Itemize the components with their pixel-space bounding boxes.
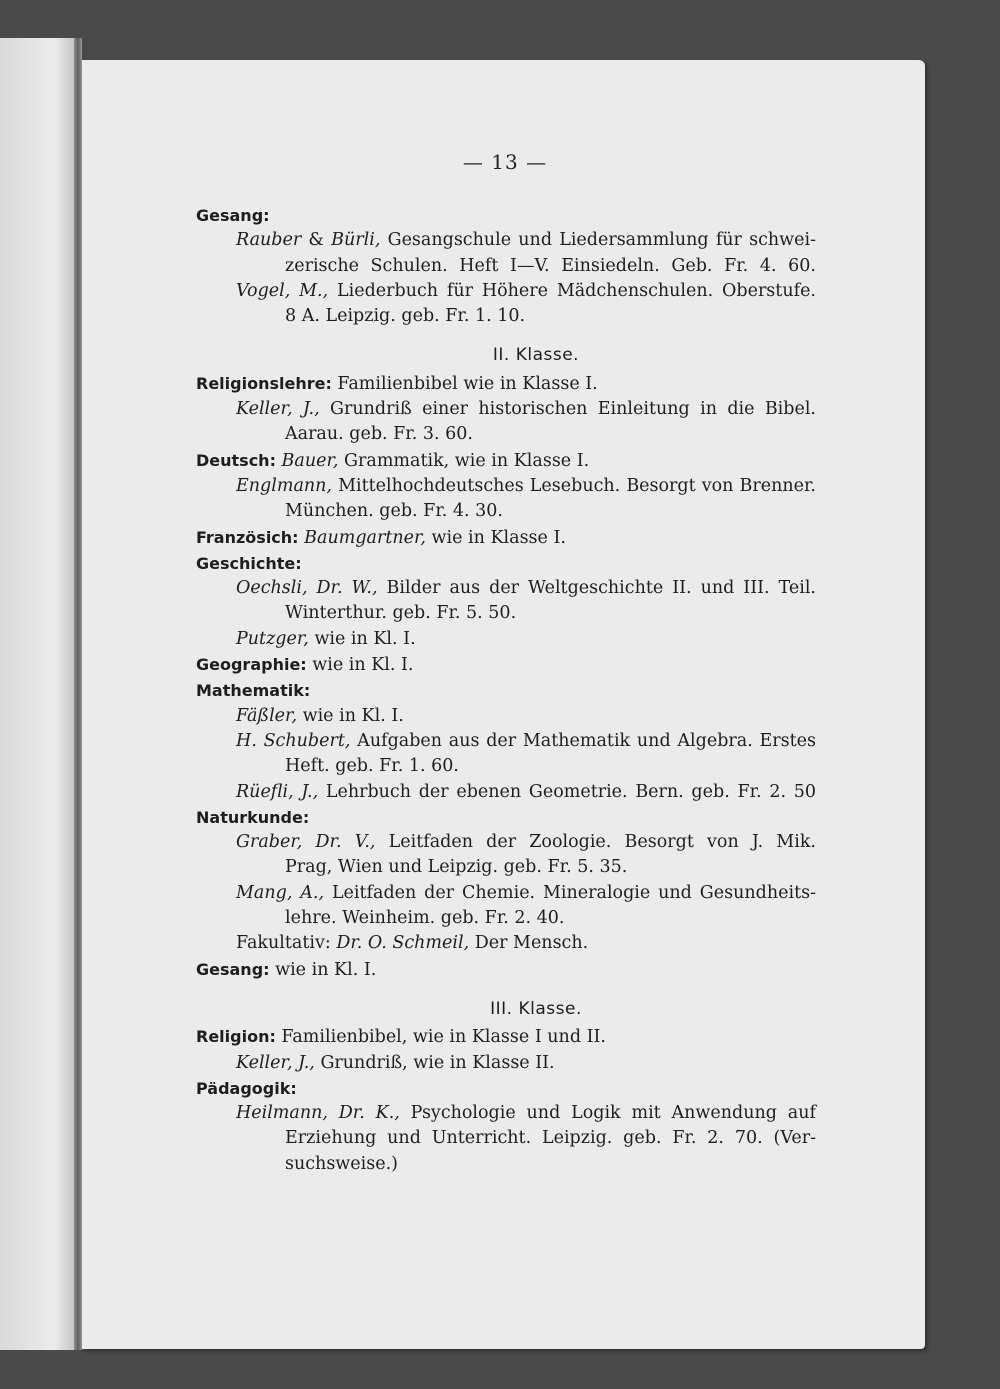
section-heading-mathematik: Mathematik:: [196, 681, 311, 701]
author-name: Vogel, M.,: [236, 280, 329, 301]
entry-fakultativ: [196, 931, 816, 956]
entry-oechsli-line1: [196, 576, 816, 601]
author-name: Oechsli, Dr. W.,: [236, 578, 378, 599]
author-name: Fäßler,: [236, 705, 298, 726]
entry-geographie: [196, 652, 816, 678]
entry-text: Mittelhochdeutsches Lesebuch. Besorgt von Brenner.: [331, 475, 816, 496]
entry-keller-line1: [196, 397, 816, 422]
entry-text: Grammatik, wie in Klasse I.: [338, 450, 590, 471]
entry-schubert-line1: [196, 729, 816, 754]
section-heading: Religion:: [196, 1027, 276, 1047]
entry-rueefli: [196, 780, 816, 805]
section-heading-gesang: Gesang:: [196, 206, 270, 225]
entry-vogel-line2: 8 A. Leipzig. geb. Fr. 1. 10.: [285, 306, 526, 327]
entry-text: Grundriß, wie in Klasse II.: [314, 1052, 555, 1073]
author-name: Rüefli, J.,: [236, 781, 319, 802]
section-heading: Geographie:: [196, 655, 307, 675]
entry-text: wie in Kl. I.: [306, 655, 414, 676]
author-name: Mang, A.,: [236, 882, 325, 903]
entry-englmann-line1: [196, 474, 816, 499]
entry-text: Grundriß einer historischen Einleitung in die Bibel.: [319, 399, 816, 420]
entry-text: Familienbibel wie in Klasse I.: [331, 373, 598, 394]
entry-text: Familienbibel, wie in Klasse I und II.: [275, 1027, 606, 1048]
section-heading-paedagogik: Pädagogik:: [196, 1078, 297, 1098]
section-heading: Französich:: [196, 527, 299, 547]
entry-keller-3: [196, 1051, 816, 1076]
entry-heilmann-line2: Erziehung und Unterricht. Leipzig. geb. Fr. 2. 70. (Ver-: [285, 1128, 816, 1149]
entry-text: Leitfaden der Zoologie. Besorgt von J. Mik.: [375, 832, 816, 853]
entry-graber-line1: [196, 830, 816, 855]
entry-text: wie in Kl. I.: [269, 959, 377, 980]
section-heading-naturkunde: Naturkunde:: [196, 807, 310, 827]
entry-text: wie in Klasse I.: [425, 527, 566, 548]
entry-franzoesich: [196, 525, 816, 551]
entry-heilmann-line1: [196, 1101, 816, 1126]
entry-keller-line2: Aarau. geb. Fr. 3. 60.: [285, 424, 473, 445]
entry-text: Gesangschule und Liedersammlung für schwei-: [380, 230, 817, 251]
author-name: Graber, Dr. V.,: [236, 832, 376, 853]
book-gutter: [74, 38, 82, 1350]
entry-heilmann-line3: suchsweise.): [285, 1153, 398, 1174]
entry-vogel-line1: [196, 279, 816, 304]
entry-oechsli-line2: Winterthur. geb. Fr. 5. 50.: [285, 603, 517, 624]
entry-putzger: [196, 627, 816, 652]
author-name: Bauer,: [281, 450, 339, 471]
facing-page-edge: [0, 38, 78, 1350]
entry-text: wie in Kl. I.: [297, 705, 404, 726]
section-heading-geschichte: Geschichte:: [196, 553, 302, 573]
entry-mang-line1: [196, 881, 816, 906]
entry-religionslehre: [196, 371, 816, 397]
entry-rauber-line2: zerische Schulen. Heft I—V. Einsiedeln. Geb. Fr. 4. 60.: [285, 255, 816, 276]
entry-text: Psychologie und Logik mit Anwendung auf: [399, 1103, 816, 1124]
entry-religion: [196, 1024, 816, 1050]
author-name: H. Schubert,: [236, 730, 351, 751]
author-name: Heilmann, Dr. K.,: [236, 1103, 400, 1124]
ampersand: &: [301, 230, 332, 251]
author-name: Baumgartner,: [304, 527, 426, 548]
entry-text: wie in Kl. I.: [308, 628, 416, 649]
entry-graber-line2: Prag, Wien und Leipzig. geb. Fr. 5. 35.: [285, 857, 628, 878]
entry-englmann-line2: München. geb. Fr. 4. 30.: [285, 501, 503, 522]
entry-schubert-line2: Heft. geb. Fr. 1. 60.: [285, 756, 459, 777]
entry-label: Fakultativ:: [236, 933, 337, 954]
entry-text: Lehrbuch der ebenen Geometrie. Bern. geb. Fr. 2. 50: [318, 781, 816, 802]
section-heading: Religionslehre:: [196, 373, 332, 393]
page-content: [196, 203, 816, 1177]
author-name: Rauber: [236, 230, 302, 251]
entry-text: Leitfaden der Chemie. Mineralogie und Gesundheits-: [324, 882, 816, 903]
entry-rauber-line1: [196, 228, 816, 253]
page-number: — 13 —: [462, 150, 548, 174]
entry-text: Liederbuch für Höhere Mädchenschulen. Oberstufe.: [328, 280, 816, 301]
entry-text: Bilder aus der Weltgeschichte II. und III. Teil.: [377, 578, 816, 599]
author-name: Keller, J.,: [236, 399, 320, 420]
entry-deutsch: [196, 448, 816, 474]
author-name: Dr. O. Schmeil,: [336, 933, 470, 954]
entry-text: Aufgaben aus der Mathematik und Algebra. Erstes: [350, 730, 817, 751]
class-heading-3: III. Klasse.: [490, 998, 582, 1019]
entry-mang-line2: lehre. Weinheim. geb. Fr. 2. 40.: [285, 908, 565, 929]
class-heading-2: II. Klasse.: [492, 345, 580, 366]
entry-gesang: [196, 957, 816, 983]
entry-faessler: [196, 704, 816, 729]
author-name: Englmann,: [236, 475, 332, 496]
author-name: Keller, J.,: [236, 1052, 315, 1073]
section-heading: Gesang:: [196, 959, 270, 979]
author-name: Putzger,: [236, 628, 309, 649]
author-name: Bürli,: [331, 230, 381, 251]
section-heading: Deutsch:: [196, 450, 276, 470]
entry-text: Der Mensch.: [469, 933, 589, 954]
